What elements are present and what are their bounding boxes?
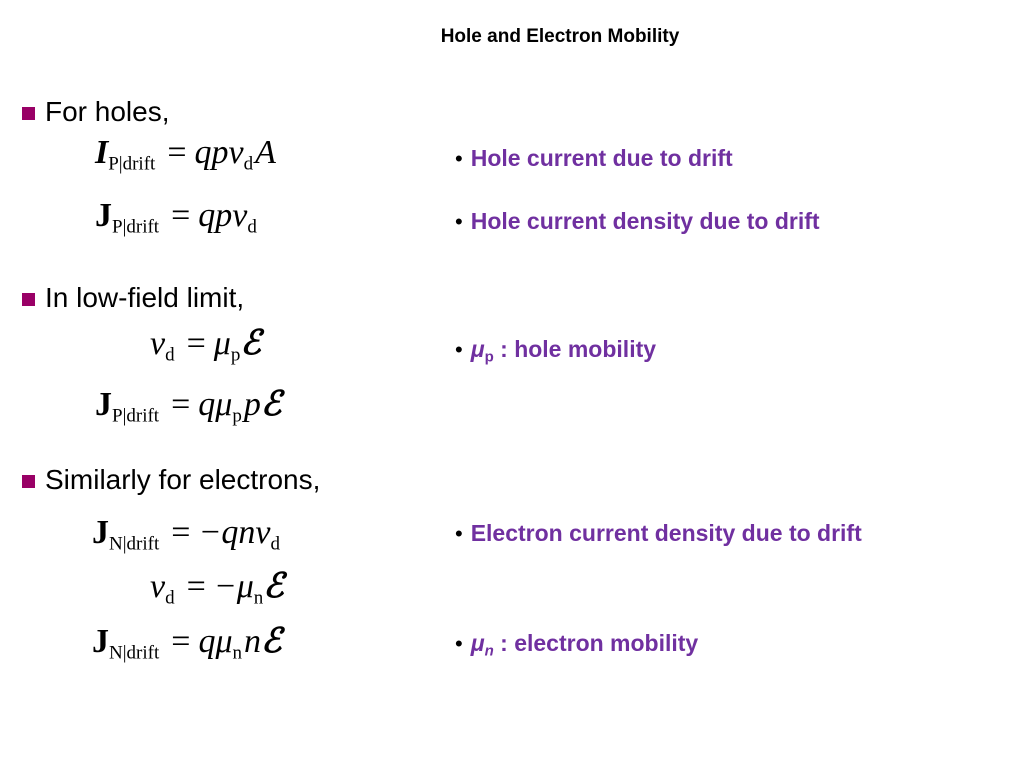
bullet-dot-icon: • (455, 146, 463, 171)
eq-rhs: qpv (194, 134, 244, 171)
eq-rhs: μ (213, 325, 231, 362)
eq-rhs-b: p (243, 386, 261, 423)
equation-drift-velocity-holes (150, 324, 261, 376)
bullet-for-holes (22, 96, 170, 128)
eq-lhs: v (150, 325, 166, 362)
note-electron-mobility (455, 630, 698, 660)
equation-drift-velocity-electrons (150, 567, 284, 619)
note-electron-current-density (455, 520, 862, 547)
equation-hole-drift-current-mobility (95, 385, 281, 437)
eq-rhs-sub: p (232, 405, 242, 427)
note-text: Hole current density due to drift (470, 208, 820, 234)
eq-rhs-sub: n (232, 642, 243, 664)
equation-electron-current-density (92, 513, 280, 565)
square-bullet-icon (22, 107, 35, 120)
eq-op: = (171, 623, 191, 660)
eq-lhs-sub: d (165, 587, 175, 609)
note-hole-current-density (455, 208, 820, 235)
note-hole-current (455, 145, 733, 172)
slide-title: Hole and Electron Mobility (440, 26, 680, 47)
eq-rhs: −μ (213, 568, 254, 605)
equation-electron-drift-current-mobility (92, 622, 282, 674)
eq-lhs-sub: N|drift (109, 642, 160, 664)
note-text: : hole mobility (493, 336, 657, 362)
eq-op: = (171, 386, 191, 423)
electric-field-symbol: ℰ (263, 568, 284, 605)
eq-rhs-sub: d (247, 216, 257, 238)
eq-op: = (186, 568, 206, 605)
bullet-similarly-electrons (22, 464, 320, 496)
electric-field-symbol: ℰ (261, 623, 282, 660)
eq-rhs-b: n (244, 623, 262, 660)
bullet-text: In low-field limit, (45, 282, 245, 313)
eq-rhs: qμ (198, 386, 233, 423)
eq-lhs-sub: P|drift (108, 153, 156, 175)
eq-rhs-sub: p (230, 344, 241, 366)
eq-lhs: I (95, 134, 109, 171)
eq-rhs-sub: d (243, 153, 254, 175)
eq-lhs-sub: d (165, 344, 175, 366)
equation-hole-current-density (95, 196, 257, 248)
eq-lhs: J (95, 197, 112, 234)
mobility-symbol-sub: n (484, 642, 494, 660)
mobility-symbol-sub: p (484, 348, 494, 366)
eq-rhs-sub: d (270, 533, 280, 555)
bullet-dot-icon: • (455, 337, 463, 362)
eq-lhs-sub: N|drift (109, 533, 160, 555)
bullet-text: Similarly for electrons, (45, 464, 321, 495)
eq-rhs: −qnv (198, 514, 271, 551)
mobility-symbol: μ (470, 630, 485, 656)
bullet-low-field-limit (22, 282, 244, 314)
note-hole-mobility (455, 336, 656, 366)
note-text: : electron mobility (493, 630, 699, 656)
square-bullet-icon (22, 475, 35, 488)
eq-lhs: J (92, 623, 109, 660)
eq-lhs: v (150, 568, 166, 605)
equation-hole-current (95, 133, 276, 185)
mobility-symbol: μ (470, 336, 485, 362)
bullet-dot-icon: • (455, 631, 463, 656)
eq-rhs-b: A (255, 134, 276, 171)
eq-rhs: qpv (198, 197, 248, 234)
eq-rhs-sub: n (253, 587, 264, 609)
electric-field-symbol: ℰ (260, 386, 282, 423)
eq-op: = (186, 325, 206, 362)
note-text: Electron current density due to drift (470, 520, 862, 546)
eq-op: = (167, 134, 187, 171)
eq-op: = (171, 514, 191, 551)
note-text: Hole current due to drift (470, 145, 733, 171)
eq-op: = (171, 197, 191, 234)
eq-lhs: J (92, 514, 109, 551)
bullet-dot-icon: • (455, 521, 463, 546)
eq-lhs-sub: P|drift (112, 216, 160, 238)
bullet-dot-icon: • (455, 209, 463, 234)
eq-rhs: qμ (198, 623, 233, 660)
bullet-text: For holes, (45, 96, 170, 127)
eq-lhs-sub: P|drift (112, 405, 160, 427)
square-bullet-icon (22, 293, 35, 306)
electric-field-symbol: ℰ (240, 325, 261, 362)
eq-lhs: J (95, 386, 112, 423)
